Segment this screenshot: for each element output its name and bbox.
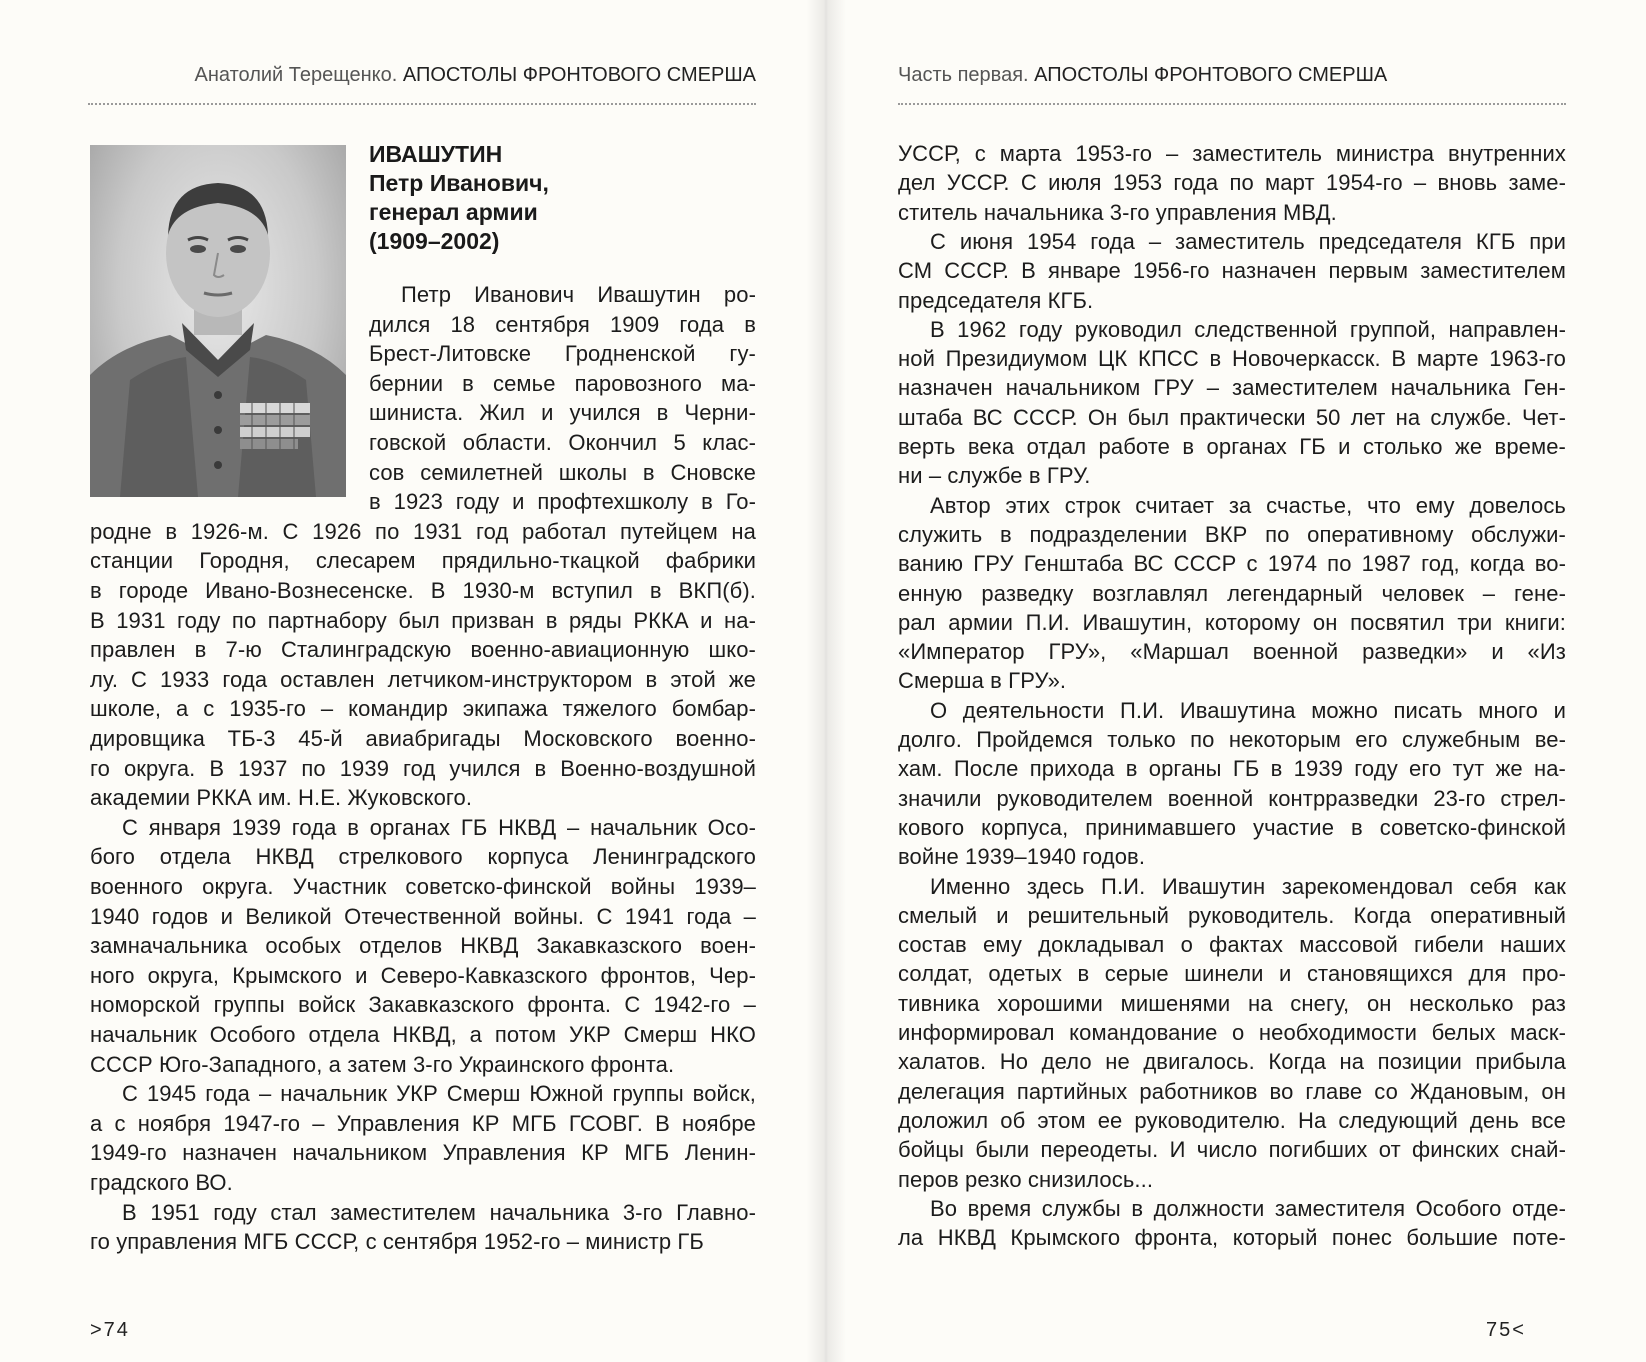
text-line: делегация партийных работников во главе со Ждановым, он [898,1078,1566,1104]
text-line: Петр Иванович Ивашутин ро- [401,282,756,307]
running-head-title: АПОСТОЛЫ ФРОНТОВОГО СМЕРША [402,64,756,86]
text-line: доложил об этом ее руководителю. На следующий день все [898,1107,1566,1133]
heading-rank: генерал армии [369,199,538,225]
text-line: халатов. Но дело не двигалось. Когда на позиции прибыла [898,1049,1566,1075]
text-line: сов семилетней школы в Сновске [369,459,756,485]
left-page [0,0,820,1362]
header-rule [898,103,1566,105]
running-head-part: Часть первая. [898,64,1029,86]
right-page-number: 75< [1486,1319,1526,1341]
text-line: ла НКВД Крымского фронта, который понес большие поте- [898,1225,1566,1251]
text-line: Во время службы в должности заместителя Особого отде- [930,1195,1566,1221]
text-line: перов резко снизилось... [898,1166,1154,1192]
text-line: начальник Особого отдела НКВД, а потом УКР Смерш НКО [90,1022,756,1047]
text-line: С 1945 года – начальник УКР Смерш Южной группы войск, [122,1081,756,1107]
right-running-head [898,64,1387,87]
text-line: председателя КГБ. [898,287,1094,313]
text-line: школе, а с 1935-го – командир экипажа тяжелого бомбар- [90,696,756,722]
running-head-title: АПОСТОЛЫ ФРОНТОВОГО СМЕРША [1034,64,1388,86]
text-line: ванию ГРУ Генштаба ВС СССР с 1974 по 1987 год, когда во- [898,551,1566,577]
text-line: тивника хорошими мишенями на снегу, он несколько раз [898,990,1566,1016]
text-line: а с ноября 1947-го – Управления КР МГБ ГСОВГ. В ноябре [90,1110,756,1136]
text-line: состав ему докладывал о фактах массовой гибели наших [898,932,1566,958]
text-line: бойцы были переодеты. И число погибших от финских снай- [898,1137,1566,1163]
text-line: дировщика ТБ-3 45-й авиабригады Московского военно- [90,726,756,751]
text-line: замначальника особых отделов НКВД Закавказского воен- [90,933,756,959]
text-line: бого отдела НКВД стрелкового корпуса Ленинградского [90,844,756,870]
right-page [826,0,1646,1362]
text-line: назначен начальником ГРУ – заместителем начальника Ген- [898,375,1566,401]
text-line: ной Президиумом ЦК КПСС в Новочеркасск. В марте 1963-го [898,346,1566,372]
text-line: верть века отдал работе в органах ГБ и столько же време- [898,434,1566,459]
text-line: бернии в семье паровозного ма- [369,370,756,396]
text-line: В 1962 году руководил следственной группой, направлен- [930,316,1566,342]
text-line: лу. С 1933 года оставлен летчиком-инструктором в этой же [90,666,756,692]
text-line: ни – службе в ГРУ. [898,463,1091,489]
text-line: го управления МГБ СССР, с сентября 1952-го – министр ГБ [90,1229,704,1255]
text-line: значили руководителем военной контрразведки 23-го стрел- [898,785,1566,811]
text-line: солдат, одетых в серые шинели и становящихся для про- [898,961,1566,987]
text-line: служить в подразделении ВКР по оперативному обслужи- [898,521,1566,547]
text-line: дел УССР. С июля 1953 года по март 1954-го – вновь заме- [898,170,1566,196]
header-rule [88,103,756,105]
text-line: ститель начальника 3-го управления МВД. [898,199,1337,225]
text-line: правлен в 7-ю Сталинградскую военно-авиационную шко- [90,637,756,663]
text-line: номорской группы войск Закавказского фронта. С 1942-го – [90,992,756,1018]
text-line: штаба ВС СССР. Он был практически 50 лет на службе. Чет- [898,404,1566,430]
text-line: градского ВО. [90,1170,233,1195]
left-running-head [195,64,756,87]
text-line: Автор этих строк считает за счастье, что ему довелось [930,492,1566,518]
text-line: В 1951 году стал заместителем начальника 3-го Главно- [122,1199,756,1225]
heading-name: Петр Иванович, [369,170,549,196]
text-line: С января 1939 года в органах ГБ НКВД – начальник Осо- [122,814,756,840]
text-line: Смерша в ГРУ». [898,668,1067,694]
text-line: СМ СССР. В январе 1956-го назначен первым заместителем [898,258,1566,284]
text-line: ного округа, Крымского и Северо-Кавказского фронтов, Чер- [90,962,756,988]
text-line: В 1931 году по партнабору был призван в ряды РККА и на- [90,607,756,633]
text-line: «Император ГРУ», «Маршал военной разведки» и «Из [898,639,1566,665]
text-line: О деятельности П.И. Ивашутина можно писать много и [930,697,1566,723]
text-line: смелый и решительный руководитель. Когда оперативный [898,902,1566,928]
text-line: Брест-Литовске Гродненской гу- [369,341,756,367]
text-line: в 1923 году и профтехшколу в Го- [369,489,756,515]
text-line: военного округа. Участник советско-финской войны 1939– [90,874,756,899]
text-line: кового корпуса, принимавшего участие в советско-финской [898,814,1566,840]
text-line: УССР, с марта 1953-го – заместитель министра внутренних [898,141,1566,166]
text-line: информировал командование о необходимости белых маск- [898,1020,1566,1045]
text-line: го округа. В 1937 по 1939 год учился в Военно-воздушной [90,755,756,781]
text-line: войне 1939–1940 годов. [898,844,1146,870]
text-line: дился 18 сентября 1909 года в [369,311,756,337]
text-line: долго. Пройдемся только по некоторым его служебным ве- [898,727,1566,752]
text-line: говской области. Окончил 5 клас- [369,430,756,455]
portrait-photo [90,145,346,497]
text-line: СССР Юго-Западного, а затем 3-го Украинского фронта. [90,1051,675,1077]
text-line: енную разведку возглавлял легендарный человек – гене- [898,580,1566,606]
text-line: 1949-го назначен начальником Управления КР МГБ Ленин- [90,1140,756,1166]
text-line: хам. После прихода в органы ГБ в 1939 году его тут же на- [898,756,1566,782]
biography-heading [369,140,549,256]
text-line: Именно здесь П.И. Ивашутин зарекомендовал себя как [930,873,1566,899]
left-page-number: >74 [90,1319,130,1341]
text-line: 1940 годов и Великой Отечественной войны. С 1941 года – [90,903,756,929]
text-line: С июня 1954 года – заместитель председателя КГБ при [930,228,1566,254]
text-line: станции Городня, слесарем прядильно-ткацкой фабрики [90,548,756,574]
heading-years: (1909–2002) [369,228,500,254]
text-line: в городе Ивано-Вознесенске. В 1930-м вступил в ВКП(б). [90,578,756,603]
text-line: шиниста. Жил и учился в Черни- [369,400,756,426]
heading-surname: ИВАШУТИН [369,141,503,167]
text-line: академии РККА им. Н.Е. Жуковского. [90,785,473,811]
text-line: родне в 1926-м. С 1926 по 1931 год работал путейцем на [90,518,756,544]
running-head-author: Анатолий Терещенко. [194,64,398,86]
text-line: рал армии П.И. Ивашутин, которому он посвятил три книги: [898,609,1566,635]
